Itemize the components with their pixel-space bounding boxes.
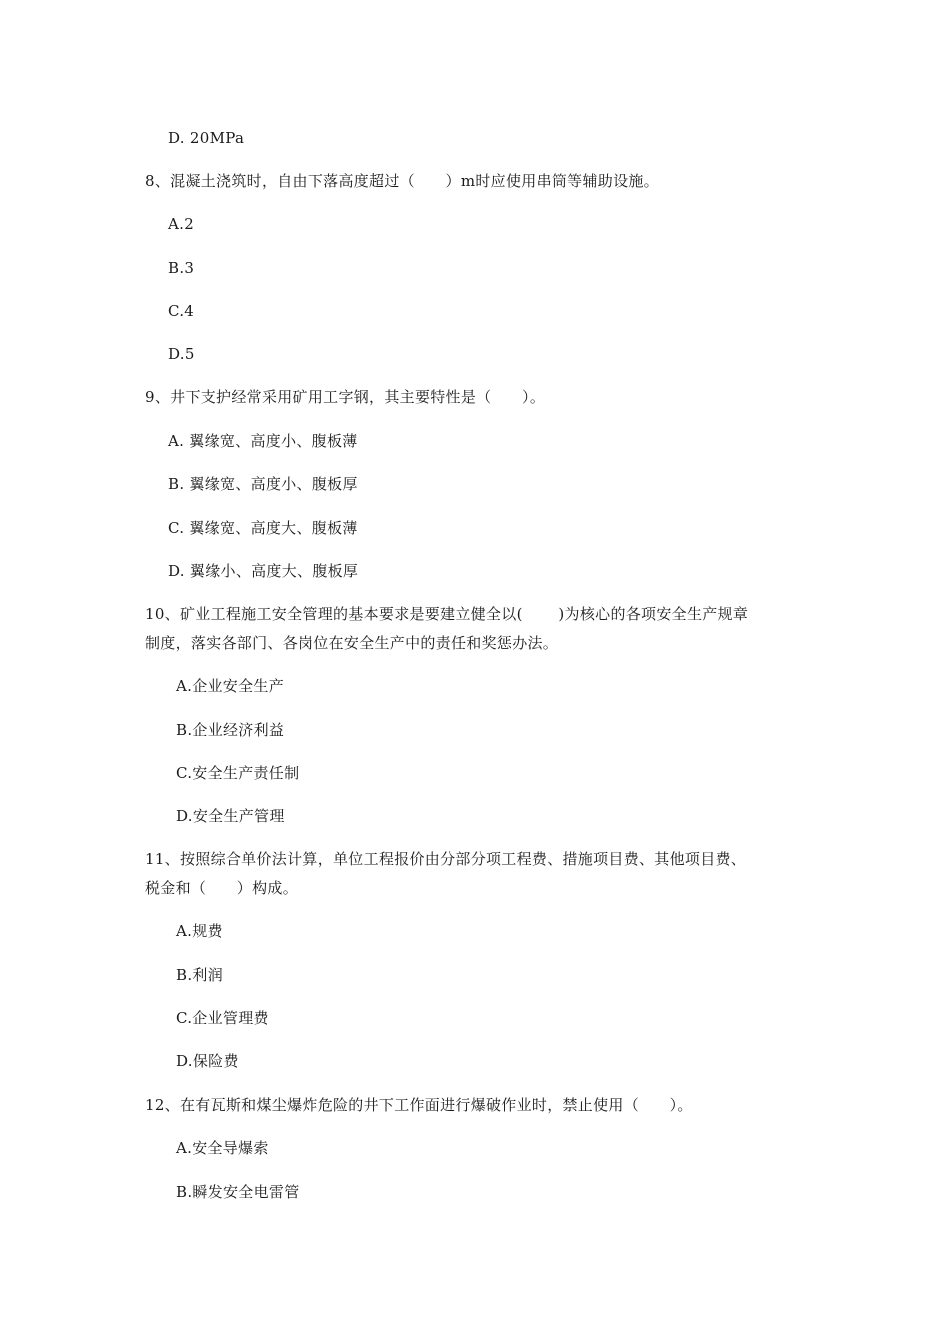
- q7-option-d: D. 20MPa: [168, 129, 245, 147]
- q10-option-c: C.安全生产责任制: [176, 764, 300, 782]
- q11-option-c: C.企业管理费: [176, 1009, 269, 1027]
- q11-option-a: A.规费: [176, 922, 223, 940]
- q12-option-a: A.安全导爆索: [176, 1139, 269, 1157]
- q11-stem-line2: 税金和（ ）构成。: [145, 879, 299, 897]
- q8-stem: 8、混凝土浇筑时，自由下落高度超过（ ）m时应使用串筒等辅助设施。: [145, 172, 659, 190]
- q10-stem-line1: 10、矿业工程施工安全管理的基本要求是要建立健全以( )为核心的各项安全生产规章: [145, 605, 749, 623]
- q11-option-d: D.保险费: [176, 1052, 239, 1070]
- q9-option-d: D. 翼缘小、高度大、腹板厚: [168, 562, 359, 580]
- q9-stem: 9、井下支护经常采用矿用工字钢，其主要特性是（ ）。: [145, 388, 546, 406]
- q10-option-a: A.企业安全生产: [176, 677, 285, 695]
- q10-option-b: B.企业经济利益: [176, 721, 285, 739]
- q8-option-d: D.5: [168, 345, 195, 363]
- q8-option-c: C.4: [168, 302, 195, 320]
- q12-stem: 12、在有瓦斯和煤尘爆炸危险的井下工作面进行爆破作业时，禁止使用（ ）。: [145, 1096, 693, 1114]
- q10-stem-line2: 制度，落实各部门、各岗位在安全生产中的责任和奖惩办法。: [145, 634, 559, 652]
- q11-option-b: B.利润: [176, 966, 223, 984]
- q8-option-b: B.3: [168, 259, 195, 277]
- q9-option-c: C. 翼缘宽、高度大、腹板薄: [168, 519, 358, 537]
- q9-option-b: B. 翼缘宽、高度小、腹板厚: [168, 475, 358, 493]
- q12-option-b: B.瞬发安全电雷管: [176, 1183, 300, 1201]
- q8-option-a: A.2: [168, 215, 195, 233]
- q11-stem-line1: 11、按照综合单价法计算，单位工程报价由分部分项工程费、措施项目费、其他项目费、: [145, 850, 747, 868]
- q9-option-a: A. 翼缘宽、高度小、腹板薄: [168, 432, 358, 450]
- q10-option-d: D.安全生产管理: [176, 807, 285, 825]
